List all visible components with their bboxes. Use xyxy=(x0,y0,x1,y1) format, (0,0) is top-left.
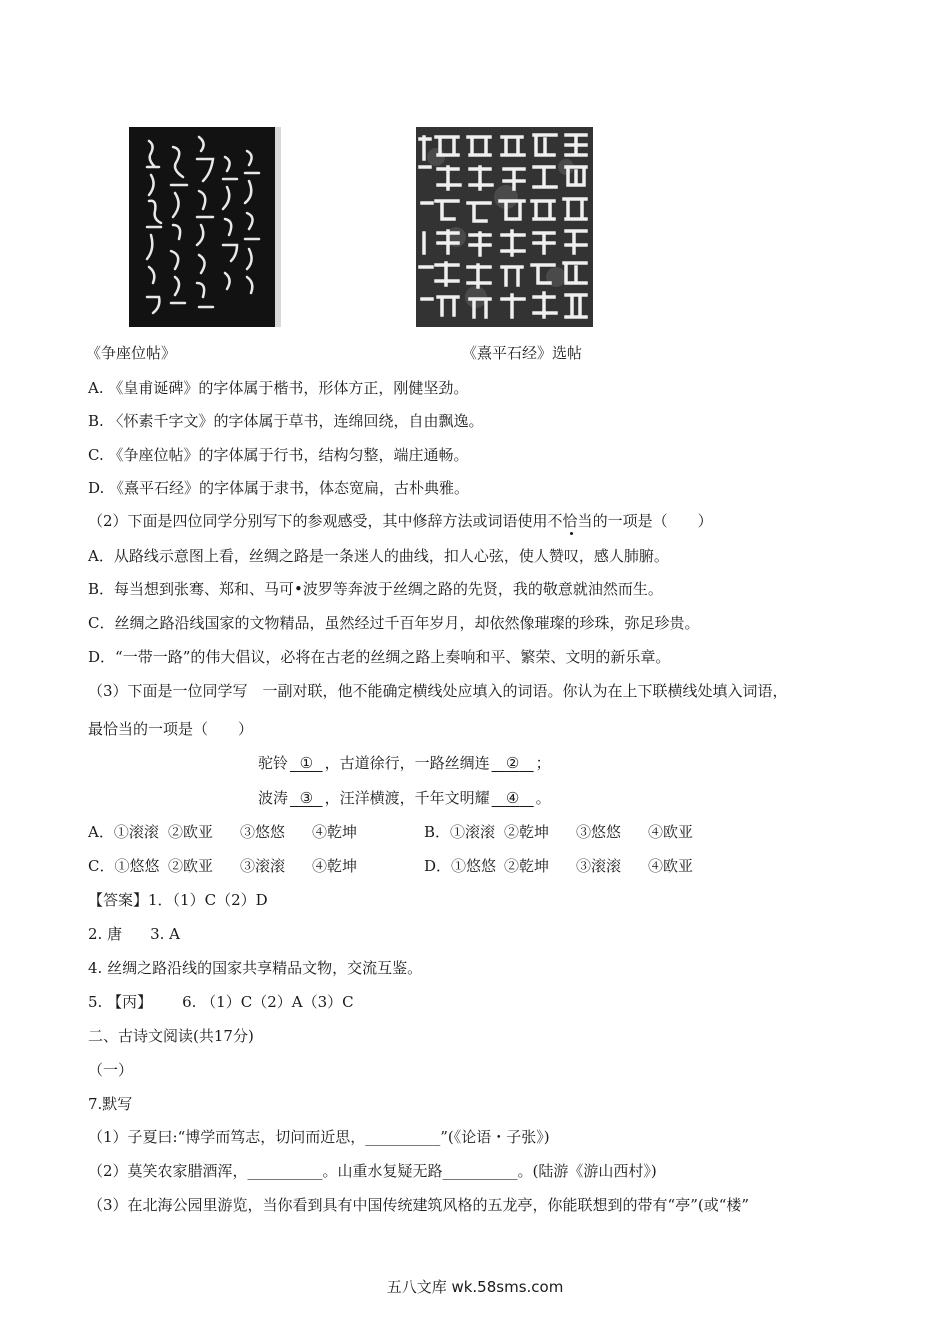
couplet-upper-middle: ，古道徐行，一路丝绸连 xyxy=(324,754,490,772)
q2-stem xyxy=(88,510,713,531)
q1-option-c: C. 《争座位帖》的字体属于行书，结构匀整，端庄通畅。 xyxy=(88,446,469,464)
q2-stem-emphasis: 不恰当 xyxy=(547,512,593,530)
q2-option-c: C．丝绸之路沿线国家的文物精品，虽然经过千百年岁月，却依然像璀璨的珍珠，弥足珍贵。 xyxy=(88,614,700,632)
section-2-title: 二、古诗文阅读(共17分) xyxy=(88,1027,254,1045)
q3-opt-b4: ④欧亚 xyxy=(648,823,694,841)
calligraphy-image-xiping-stone-classic xyxy=(416,127,593,327)
q3-opt-b3: ③悠悠 xyxy=(576,823,622,841)
q3-opt-d1: D．①悠悠 xyxy=(424,857,497,875)
q7-item-1: （1）子夏曰:“博学而笃志，切问而近思，__________”(《论语・子张》) xyxy=(88,1128,550,1146)
q1-option-b: B. 〈怀素千字文》的字体属于草书，连绵回绕，自由飘逸。 xyxy=(88,412,484,430)
couplet-upper-start: 驼铃 xyxy=(258,754,289,772)
blank-4 xyxy=(490,789,536,807)
blank-3-label: ③ xyxy=(299,789,314,807)
q3-opt-d2: ②乾坤 xyxy=(504,857,550,875)
q3-opt-a4: ④乾坤 xyxy=(312,823,358,841)
blank-4-label: ④ xyxy=(505,789,520,807)
q3-options-row1 xyxy=(88,821,720,842)
couplet-lower xyxy=(258,787,551,808)
calligraphy-image-zhengzuowei xyxy=(129,127,281,327)
q3-opt-c3: ③滚滚 xyxy=(240,857,286,875)
q3-opt-b1: B．①滚滚 xyxy=(424,823,496,841)
stele-strokes xyxy=(416,127,593,327)
couplet-upper-end: ； xyxy=(535,754,551,772)
couplet-lower-end: 。 xyxy=(535,789,551,807)
blank-1-label: ① xyxy=(299,754,314,772)
couplet-lower-middle: ，汪洋横渡，千年文明耀 xyxy=(324,789,490,807)
q1-option-d: D. 《熹平石经》的字体属于隶书，体态宽扁，古朴典雅。 xyxy=(88,479,470,497)
q3-opt-a2: ②欧亚 xyxy=(168,823,214,841)
couplet-upper xyxy=(258,752,551,773)
q3-stem-line2: 最恰当的一项是（ ） xyxy=(88,720,254,738)
q3-opt-d3: ③滚滚 xyxy=(576,857,622,875)
blank-2 xyxy=(490,754,536,772)
q3-opt-a3: ③悠悠 xyxy=(240,823,286,841)
answer-3: 3. A xyxy=(150,925,181,943)
answer-line-2 xyxy=(88,923,180,944)
q3-opt-c4: ④乾坤 xyxy=(312,857,358,875)
blank-1 xyxy=(288,754,325,772)
footer-watermark: 五八文库 wk.58sms.com xyxy=(386,1278,564,1296)
section-2-sub: （一） xyxy=(88,1061,134,1079)
q2-option-a: A．从路线示意图上看，丝绸之路是一条迷人的曲线，扣人心弦，使人赞叹，感人肺腑。 xyxy=(88,547,669,565)
q3-opt-d4: ④欧亚 xyxy=(648,857,694,875)
q7-item-3: （3）在北海公园里游览，当你看到具有中国传统建筑风格的五龙亭，你能联想到的带有“亭”(或“楼” xyxy=(88,1196,750,1214)
q3-stem-line1: （3）下面是一位同学写 一副对联，他不能确定横线处应填入的词语。你认为在上下联横线处填入词语， xyxy=(88,682,788,700)
q3-opt-c2: ②欧亚 xyxy=(168,857,214,875)
caption-left: 《争座位帖》 xyxy=(86,344,177,362)
caption-right: 《熹平石经》选帖 xyxy=(462,344,583,362)
answer-5: 5. 【丙】 xyxy=(88,993,153,1011)
answer-line-3: 4. 丝绸之路沿线的国家共享精品文物，交流互鉴。 xyxy=(88,959,423,977)
calligraphy-strokes xyxy=(129,127,281,327)
q3-options-row2 xyxy=(88,855,720,876)
couplet-lower-start: 波涛 xyxy=(258,789,289,807)
q7-item-2: （2）莫笑农家腊酒浑，__________。山重水复疑无路__________。(陆游《游山西村》) xyxy=(88,1162,657,1180)
answer-line-4 xyxy=(88,991,354,1012)
q3-opt-b2: ②乾坤 xyxy=(504,823,550,841)
q3-opt-c1: C．①悠悠 xyxy=(88,857,160,875)
q2-stem-pre: （2）下面是四位同学分别写下的参观感受，其中修辞方法或词语使用 xyxy=(88,512,548,530)
q1-option-a: A. 《皇甫诞碑》的字体属于楷书，形体方正，刚健坚劲。 xyxy=(88,379,469,397)
q7-title: 7.默写 xyxy=(88,1095,133,1113)
answer-line-1: 【答案】1．（1）C（2）D xyxy=(88,891,268,909)
answer-2: 2. 唐 xyxy=(88,925,123,943)
answer-6: 6. （1）C（2）A（3）C xyxy=(182,993,354,1011)
q2-option-b: B．每当想到张骞、郑和、马可•波罗等奔波于丝绸之路的先贤，我的敬意就油然而生。 xyxy=(88,580,663,598)
q2-stem-post: 的一项是（ ） xyxy=(592,512,713,530)
q2-option-d: D．“一带一路”的伟大倡议，必将在古老的丝绸之路上奏响和平、繁荣、文明的新乐章。 xyxy=(88,648,671,666)
q3-opt-a1: A．①滚滚 xyxy=(88,823,159,841)
blank-3 xyxy=(288,789,325,807)
blank-2-label: ② xyxy=(505,754,520,772)
